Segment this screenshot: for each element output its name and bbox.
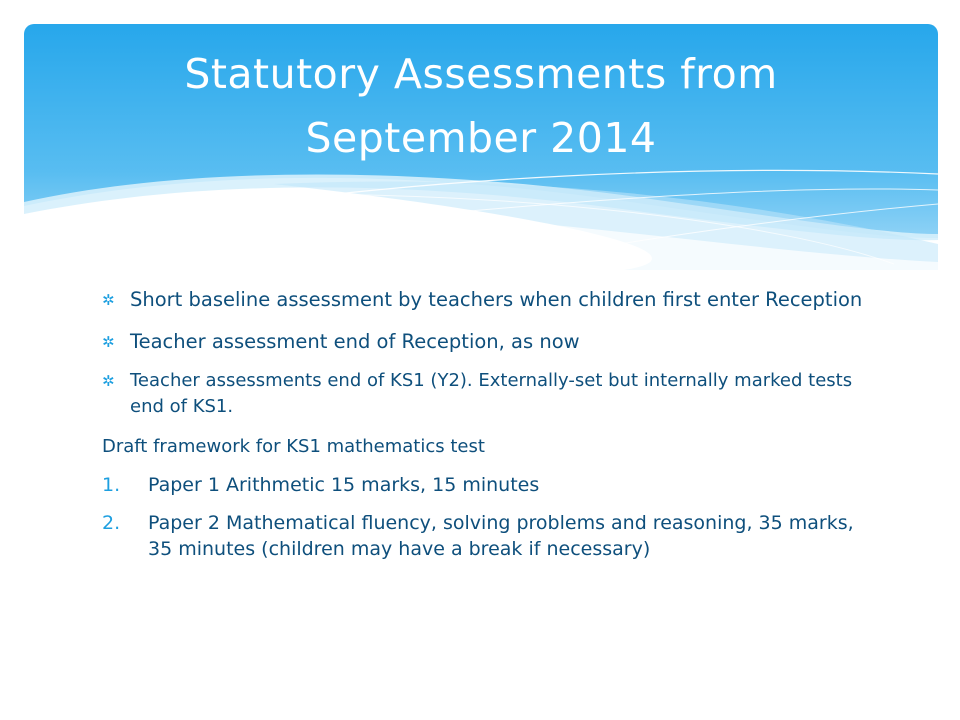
item-number: 2.: [102, 512, 121, 534]
title-line-1: Statutory Assessments from: [184, 50, 778, 98]
title-banner: [24, 24, 938, 270]
numbered-item: [102, 472, 882, 498]
item-text: Paper 1 Arithmetic 15 marks, 15 minutes: [148, 474, 540, 496]
item-text: Paper 2 Mathematical fluency, solving problems and reasoning, 35 marks, 35 minutes (children may have a break if necessary): [148, 512, 854, 560]
bullet-item: [102, 284, 882, 316]
bullet-item: [102, 326, 882, 358]
bullet-cross-icon: ✲: [102, 291, 115, 309]
subheading: Draft framework for KS1 mathematics test: [102, 436, 485, 457]
bullet-item: [102, 368, 882, 420]
item-number: 1.: [102, 474, 121, 496]
bullet-cross-icon: ✲: [102, 372, 115, 390]
bullet-text: Teacher assessment end of Reception, as now: [130, 330, 580, 353]
slide-body: [102, 284, 882, 562]
numbered-item: [102, 510, 882, 562]
title-line-2: September 2014: [305, 114, 657, 162]
slide-title: [24, 42, 938, 170]
bullet-cross-icon: ✲: [102, 333, 115, 351]
bullet-text: Teacher assessments end of KS1 (Y2). Externally-set but internally marked tests end of KS1.: [130, 370, 853, 417]
bullet-text: Short baseline assessment by teachers when children first enter Reception: [130, 288, 863, 311]
